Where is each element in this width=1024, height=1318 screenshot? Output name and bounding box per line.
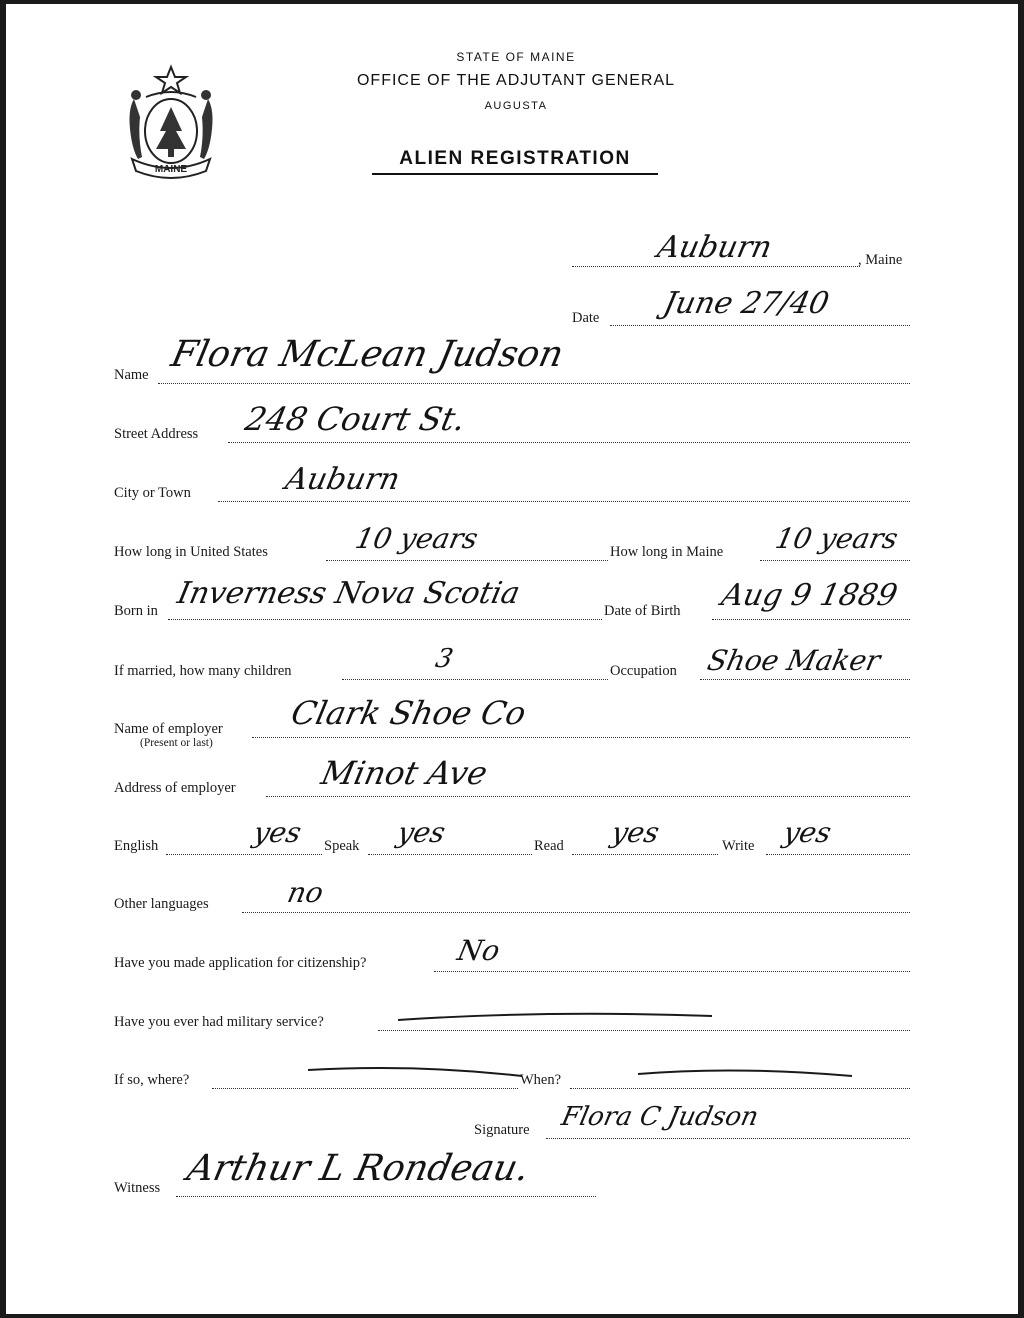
children-label: If married, how many children xyxy=(114,663,292,679)
children-line xyxy=(342,679,608,680)
date-of-birth-value: Aug 9 1889 xyxy=(718,578,901,613)
date-line xyxy=(610,325,910,326)
english-line xyxy=(166,854,322,855)
english-label: English xyxy=(114,838,159,854)
employer-address-line xyxy=(266,796,910,797)
employer-line xyxy=(252,737,910,738)
employer-value: Clark Shoe Co xyxy=(287,694,530,732)
header-office: OFFICE OF THE ADJUTANT GENERAL xyxy=(356,72,676,89)
military-label: Have you ever had military service? xyxy=(114,1014,324,1030)
title-underline xyxy=(372,173,658,175)
when-dash-mark xyxy=(636,1064,856,1084)
witness-line xyxy=(176,1196,596,1197)
other-languages-label: Other languages xyxy=(114,896,209,912)
other-languages-line xyxy=(242,912,910,913)
date-value: June 27/40 xyxy=(660,286,833,321)
maine-label: , Maine xyxy=(858,252,903,268)
children-value: 3 xyxy=(432,644,456,674)
how-long-maine-label: How long in Maine xyxy=(610,544,724,560)
city-label: City or Town xyxy=(114,485,191,501)
how-long-maine-value: 10 years xyxy=(772,522,901,555)
born-in-value: Inverness Nova Scotia xyxy=(174,576,523,611)
how-long-us-line xyxy=(326,560,608,561)
when-line xyxy=(570,1088,910,1089)
seal-text: MAINE xyxy=(154,164,188,175)
write-line xyxy=(766,854,910,855)
city-value: Auburn xyxy=(282,462,403,497)
name-line xyxy=(158,383,910,384)
military-dash-mark xyxy=(396,1006,716,1026)
registration-form-page xyxy=(6,4,1018,1314)
occupation-label: Occupation xyxy=(610,663,677,679)
occupation-value: Shoe Maker xyxy=(704,644,884,677)
write-label: Write xyxy=(722,838,755,854)
town-value: Auburn xyxy=(654,230,775,265)
name-label: Name xyxy=(114,367,149,383)
speak-line xyxy=(368,854,532,855)
citizenship-line xyxy=(434,971,910,972)
citizenship-value: No xyxy=(454,934,503,967)
street-address-line xyxy=(228,442,910,443)
where-label: If so, where? xyxy=(114,1072,190,1088)
speak-value: yes xyxy=(394,816,449,849)
read-label: Read xyxy=(534,838,564,854)
date-of-birth-line xyxy=(712,619,910,620)
occupation-line xyxy=(700,679,910,680)
how-long-us-value: 10 years xyxy=(352,522,481,555)
where-line xyxy=(212,1088,518,1089)
speak-label: Speak xyxy=(324,838,360,854)
write-value: yes xyxy=(780,816,835,849)
born-in-label: Born in xyxy=(114,603,158,619)
header-city: AUGUSTA xyxy=(484,100,548,112)
state-seal-icon xyxy=(116,59,226,184)
citizenship-label: Have you made application for citizenship? xyxy=(114,955,367,971)
date-label: Date xyxy=(572,310,600,326)
english-value: yes xyxy=(250,816,305,849)
employer-address-label: Address of employer xyxy=(114,780,236,796)
other-languages-value: no xyxy=(284,876,327,909)
how-long-maine-line xyxy=(760,560,910,561)
how-long-us-label: How long in United States xyxy=(114,544,268,560)
witness-value: Arthur L Rondeau. xyxy=(183,1148,533,1189)
employer-note: (Present or last) xyxy=(140,737,213,749)
when-label: When? xyxy=(520,1072,562,1088)
born-in-line xyxy=(168,619,602,620)
employer-label: Name of employer xyxy=(114,721,223,737)
date-of-birth-label: Date of Birth xyxy=(604,603,681,619)
read-value: yes xyxy=(608,816,663,849)
employer-address-value: Minot Ave xyxy=(317,754,491,792)
name-value: Flora McLean Judson xyxy=(167,334,567,375)
form-title: ALIEN REGISTRATION xyxy=(399,148,631,169)
witness-label: Witness xyxy=(114,1180,161,1196)
signature-value: Flora C Judson xyxy=(558,1102,762,1132)
where-dash-mark xyxy=(306,1062,526,1082)
street-address-value: 248 Court St. xyxy=(241,400,469,438)
city-line xyxy=(218,501,910,502)
town-line xyxy=(572,266,860,267)
signature-label: Signature xyxy=(474,1122,530,1138)
military-line xyxy=(378,1030,910,1031)
street-address-label: Street Address xyxy=(114,426,199,442)
signature-line xyxy=(546,1138,910,1139)
header-state: STATE OF MAINE xyxy=(456,50,576,64)
read-line xyxy=(572,854,718,855)
